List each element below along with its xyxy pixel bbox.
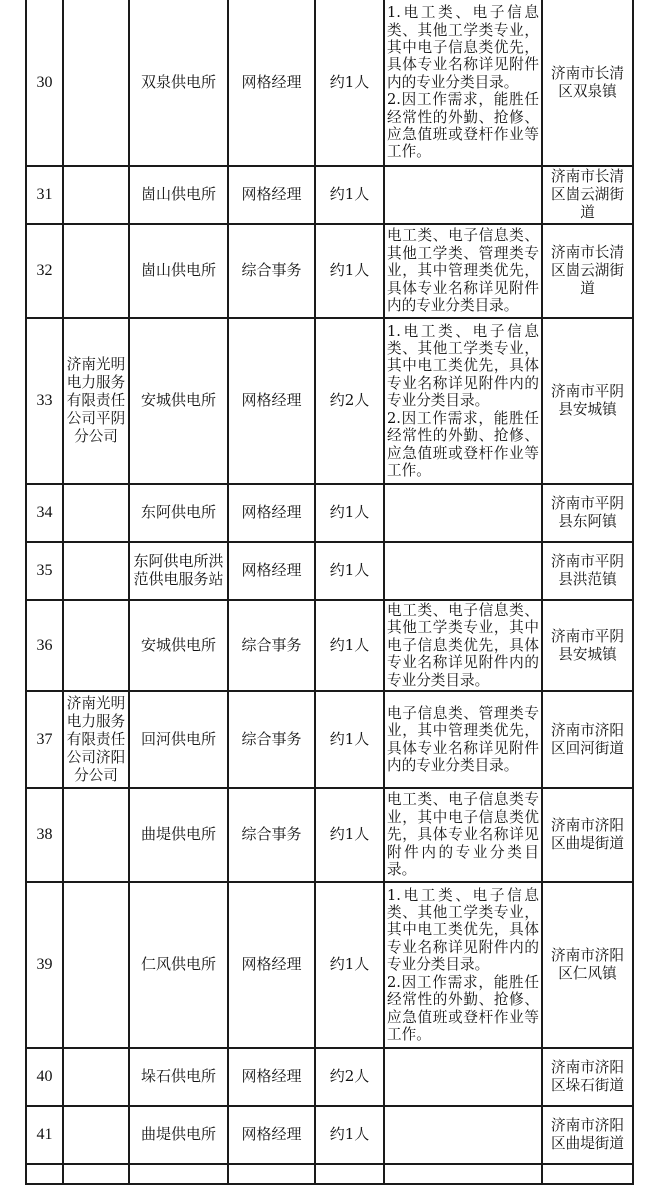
headcount-cell: 约1人 — [315, 691, 384, 788]
requirements-cell — [384, 542, 542, 600]
work-location-cell: 济南市平阴县洪范镇 — [542, 542, 633, 600]
station-name-cell: 崮山供电所 — [129, 224, 228, 318]
empty-cell — [63, 1164, 129, 1184]
table-row — [26, 542, 633, 600]
empty-cell — [384, 1164, 542, 1184]
table-row — [26, 224, 633, 318]
table-row — [26, 1048, 633, 1106]
headcount-cell: 约1人 — [315, 788, 384, 882]
requirements-cell: 1.电工类、电子信息类、其他工学类专业，其中电工类优先，具体专业名称详见附件内的专业分类目录。 2.因工作需求，能胜任经常性的外勤、抢修、应急值班或登杆作业等工作。 — [384, 882, 542, 1048]
work-location-cell: 济南市平阴县东阿镇 — [542, 484, 633, 542]
station-name-cell: 崮山供电所 — [129, 166, 228, 224]
company-name-cell — [63, 1048, 129, 1106]
position-cell: 网格经理 — [228, 1048, 315, 1106]
requirements-cell: 电工类、电子信息类专业，其中电子信息类优先，具体专业名称详见附件内的专业分类目录。 — [384, 788, 542, 882]
row-number-cell: 37 — [26, 691, 63, 788]
work-location-cell: 济南市平阴县安城镇 — [542, 318, 633, 484]
position-cell: 综合事务 — [228, 691, 315, 788]
row-number-cell: 38 — [26, 788, 63, 882]
requirements-cell: 电工类、电子信息类、其他工学类、管理类专业，其中管理类优先，具体专业名称详见附件内的专业分类目录。 — [384, 224, 542, 318]
station-name-cell: 仁风供电所 — [129, 882, 228, 1048]
work-location-cell: 济南市济阳区仁风镇 — [542, 882, 633, 1048]
table-row — [26, 788, 633, 882]
position-cell: 网格经理 — [228, 882, 315, 1048]
requirements-cell: 电工类、电子信息类、其他工学类专业，其中电子信息类优先，具体专业名称详见附件内的专业分类目录。 — [384, 600, 542, 691]
work-location-cell: 济南市平阴县安城镇 — [542, 600, 633, 691]
headcount-cell: 约2人 — [315, 1048, 384, 1106]
company-name-cell — [63, 0, 129, 166]
row-number-cell: 31 — [26, 166, 63, 224]
company-name-cell — [63, 1106, 129, 1164]
company-name-cell — [63, 166, 129, 224]
headcount-cell: 约1人 — [315, 1106, 384, 1164]
station-name-cell: 垛石供电所 — [129, 1048, 228, 1106]
row-number-cell: 39 — [26, 882, 63, 1048]
row-number-cell: 36 — [26, 600, 63, 691]
company-name-cell: 济南光明电力服务有限责任公司济阳分公司 — [63, 691, 129, 788]
table-row — [26, 0, 633, 166]
company-name-cell — [63, 600, 129, 691]
position-cell: 综合事务 — [228, 600, 315, 691]
position-cell: 网格经理 — [228, 166, 315, 224]
station-name-cell: 安城供电所 — [129, 318, 228, 484]
requirements-cell: 1.电工类、电子信息类、其他工学类专业，其中电子信息类优先，具体专业名称详见附件内的专业分类目录。 2.因工作需求，能胜任经常性的外勤、抢修、应急值班或登杆作业等工作。 — [384, 0, 542, 166]
requirements-cell: 电子信息类、管理类专业，其中管理类优先，具体专业名称详见附件内的专业分类目录。 — [384, 691, 542, 788]
row-number-cell: 35 — [26, 542, 63, 600]
table-row — [26, 1106, 633, 1164]
company-name-cell — [63, 484, 129, 542]
position-cell: 网格经理 — [228, 1106, 315, 1164]
row-number-cell: 34 — [26, 484, 63, 542]
headcount-cell: 约1人 — [315, 882, 384, 1048]
empty-cell — [542, 1164, 633, 1184]
requirements-cell — [384, 484, 542, 542]
work-location-cell: 济南市济阳区曲堤街道 — [542, 1106, 633, 1164]
table-row — [26, 318, 633, 484]
headcount-cell: 约1人 — [315, 600, 384, 691]
row-number-cell: 30 — [26, 0, 63, 166]
row-number-cell: 40 — [26, 1048, 63, 1106]
station-name-cell: 东阿供电所洪范供电服务站 — [129, 542, 228, 600]
requirements-cell — [384, 166, 542, 224]
headcount-cell: 约1人 — [315, 166, 384, 224]
position-cell: 综合事务 — [228, 788, 315, 882]
empty-cell — [129, 1164, 228, 1184]
work-location-cell: 济南市济阳区回河街道 — [542, 691, 633, 788]
position-cell: 网格经理 — [228, 0, 315, 166]
empty-cell — [315, 1164, 384, 1184]
row-number-cell: 33 — [26, 318, 63, 484]
recruitment-table — [25, 0, 634, 1185]
work-location-cell: 济南市长清区双泉镇 — [542, 0, 633, 166]
company-name-cell — [63, 542, 129, 600]
row-number-cell: 41 — [26, 1106, 63, 1164]
table-row — [26, 484, 633, 542]
headcount-cell: 约2人 — [315, 318, 384, 484]
station-name-cell: 东阿供电所 — [129, 484, 228, 542]
requirements-cell — [384, 1106, 542, 1164]
table-row — [26, 600, 633, 691]
company-name-cell: 济南光明电力服务有限责任公司平阴分公司 — [63, 318, 129, 484]
work-location-cell: 济南市长清区崮云湖街道 — [542, 166, 633, 224]
station-name-cell: 曲堤供电所 — [129, 1106, 228, 1164]
position-cell: 综合事务 — [228, 224, 315, 318]
station-name-cell: 安城供电所 — [129, 600, 228, 691]
table-row — [26, 166, 633, 224]
position-cell: 网格经理 — [228, 484, 315, 542]
company-name-cell — [63, 224, 129, 318]
requirements-cell: 1.电工类、电子信息类、其他工学类专业，其中电工类优先，具体专业名称详见附件内的专业分类目录。 2.因工作需求，能胜任经常性的外勤、抢修、应急值班或登杆作业等工作。 — [384, 318, 542, 484]
station-name-cell: 曲堤供电所 — [129, 788, 228, 882]
headcount-cell: 约1人 — [315, 0, 384, 166]
table-row-partial — [26, 1164, 633, 1184]
position-cell: 网格经理 — [228, 542, 315, 600]
station-name-cell: 回河供电所 — [129, 691, 228, 788]
work-location-cell: 济南市济阳区垛石街道 — [542, 1048, 633, 1106]
row-number-cell: 32 — [26, 224, 63, 318]
table-row — [26, 882, 633, 1048]
headcount-cell: 约1人 — [315, 484, 384, 542]
requirements-cell — [384, 1048, 542, 1106]
headcount-cell: 约1人 — [315, 224, 384, 318]
work-location-cell: 济南市济阳区曲堤街道 — [542, 788, 633, 882]
company-name-cell — [63, 788, 129, 882]
company-name-cell — [63, 882, 129, 1048]
empty-cell — [26, 1164, 63, 1184]
empty-cell — [228, 1164, 315, 1184]
position-cell: 网格经理 — [228, 318, 315, 484]
work-location-cell: 济南市长清区崮云湖街道 — [542, 224, 633, 318]
headcount-cell: 约1人 — [315, 542, 384, 600]
station-name-cell: 双泉供电所 — [129, 0, 228, 166]
table-row — [26, 691, 633, 788]
